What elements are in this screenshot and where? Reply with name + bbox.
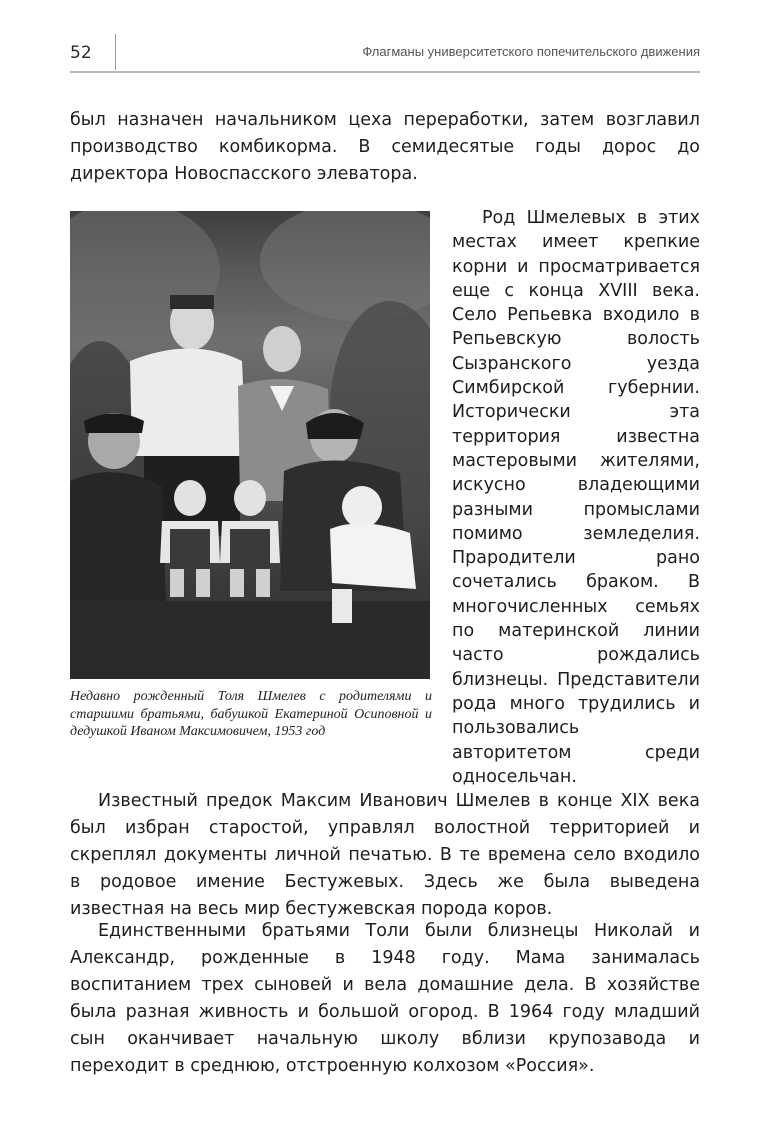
header-rule [70, 71, 700, 73]
paragraph-ancestor: Известный предок Максим Иванович Шмелев в конце XIX века был избран старостой, управлял волостной территорией и скреплял документы личной печатью. В те времена село входило в родовое имение Бестужевых. Здесь же была выведена известная на весь мир бестужевская порода коров. [70, 791, 700, 919]
page-number: 52 [70, 43, 92, 63]
paragraph-family-roots: Род Шмелевых в этих местах имеет крепкие корни и просматривается еще с конца XVIII века. Село Репьевка входило в Репьевскую волость Сызранского уезда Симбирской губернии. Исторически эта территория известна мастеровыми жителями, искусно владеющими разными промыслами помимо земледелия. Прародители рано сочетались браком. В многочисленных семьях по материнской линии часто рождались близнецы. Представители рода много трудились и пользовались авторитетом среди односельчан. [452, 208, 700, 787]
paragraph-intro: был назначен начальником цеха переработки, затем возглавил производство комбикорма. В семидесятые годы дорос до директора Новоспасского элеватора. [70, 110, 700, 184]
running-title: Флагманы университетского попечительского движения [362, 44, 700, 59]
photo-caption: Недавно рожденный Толя Шмелев с родителями и старшими братьями, бабушкой Екатериной Осиповной и дедушкой Иваном Максимовичем, 1953 год [70, 689, 432, 739]
family-photo-drawing [70, 211, 430, 679]
family-photo [70, 211, 430, 679]
paragraph-brothers: Единственными братьями Толи были близнецы Николай и Александр, рожденные в 1948 году. Мама занималась воспитанием трех сыновей и вела домашние дела. В хозяйстве была разная живность и большой огород. В 1964 году младший сын оканчивает начальную школу вблизи крупозавода и переходит в среднюю, отстроенную колхозом «Россия». [70, 921, 700, 1076]
page-header [70, 34, 700, 72]
header-separator [115, 34, 116, 70]
